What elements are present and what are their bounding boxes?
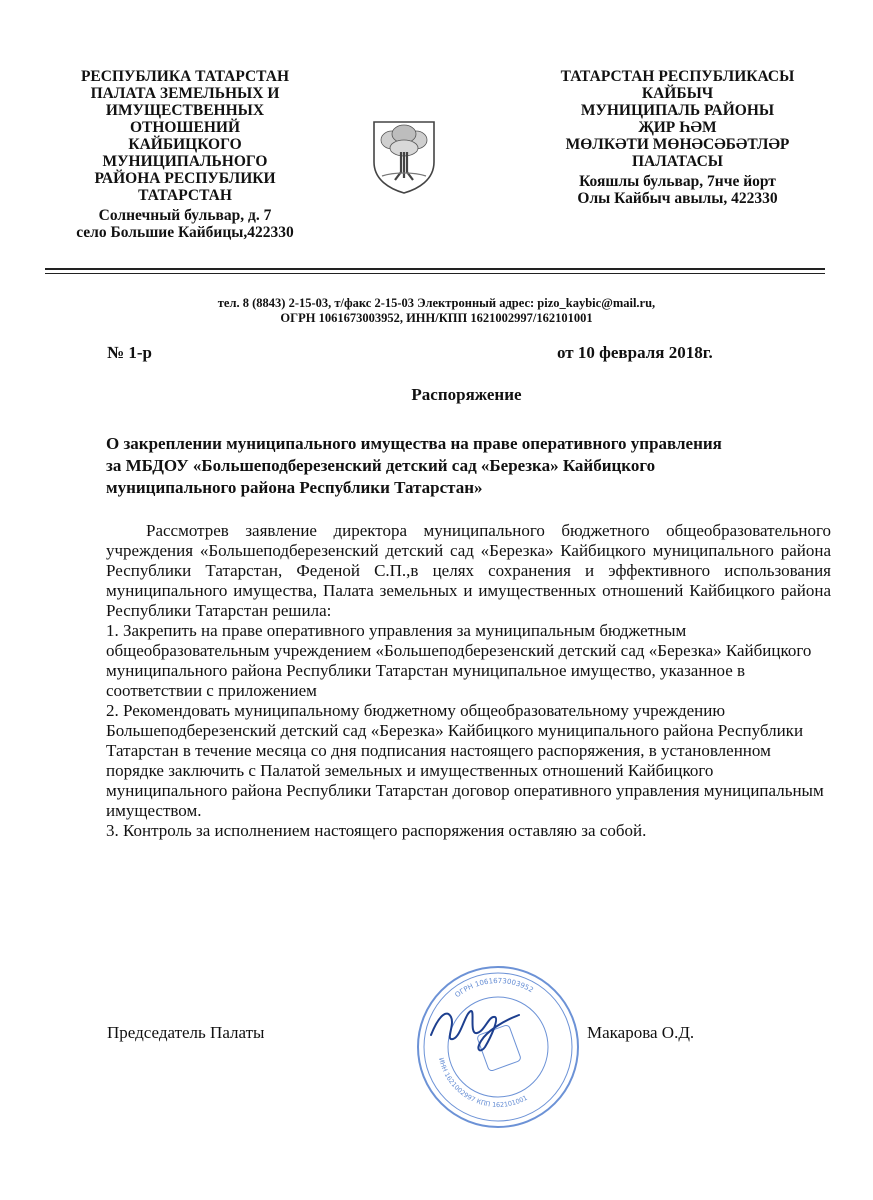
subject-line: муниципального района Республики Татарстан» — [106, 478, 483, 497]
header-left-line: ТАТАРСТАН — [138, 187, 232, 204]
header-left — [40, 68, 330, 241]
header-right-line: ПАЛАТАСЫ — [631, 153, 724, 170]
point-3: 3. Контроль за исполнением настоящего распоряжения оставляю за собой. — [106, 821, 647, 840]
header-right-line: КАЙБЫЧ — [641, 85, 714, 102]
header-right-line: ТАТАРСТАН РЕСПУБЛИКАСЫ — [560, 68, 795, 85]
intro-paragraph: Рассмотрев заявление директора муниципального бюджетного общеобразовательного учреждения «Большеподберезенский детский сад «Березка» Кайбицкого муниципального района Республики Татарстан, Феденой С.П.,в целях сохранения и эффективного использования муниципального имущества, Палата земельных и имущественных отношений Кайбицкого района Республики Татарстан решила: — [106, 521, 831, 620]
contacts-block — [0, 296, 873, 326]
document-body — [106, 521, 831, 841]
document-type-title: Распоряжение — [411, 385, 522, 404]
signer-title: Председатель Палаты — [107, 1023, 265, 1042]
header-right-address-village: Олы Кайбыч авылы, 422330 — [577, 190, 778, 207]
header-left-line: РЕСПУБЛИКА ТАТАРСТАН — [80, 68, 290, 85]
header-divider-thin — [45, 273, 825, 274]
document-date: от 10 февраля 2018г. — [557, 343, 713, 362]
coat-of-arms-emblem — [368, 118, 440, 194]
header-left-line: ПАЛАТА ЗЕМЕЛЬНЫХ И — [90, 85, 280, 102]
stamp-ogrn: ОГРН 1061673003952 — [453, 976, 535, 1000]
header-right-line: МӨЛКӘТИ МӨНӘСӘБӘТЛӘР — [565, 136, 790, 153]
header-left-address-village: село Большие Кайбицы,422330 — [76, 224, 294, 241]
stamp-inn: ИНН 1621002997 КПП 162101001 — [437, 1056, 529, 1110]
point-2: 2. Рекомендовать муниципальному бюджетному общеобразовательному учреждению Большеподберезенский детский сад «Березка» Кайбицкого муниципального района Республики Татарстан в течение месяца со дня подписания настоящего распоряжения, в установленном порядке заключить с Палатой земельных и имущественных отношений Кайбицкого муниципального района Республики Татарстан договор оперативного управления муниципальным имуществом. — [106, 701, 824, 820]
header-right-line: ҖИР ҺӘМ — [638, 119, 717, 136]
contacts-registry: ОГРН 1061673003952, ИНН/КПП 1621002997/162101001 — [280, 311, 593, 325]
signer-name: Макарова О.Д. — [587, 1023, 695, 1042]
header-left-address-street: Солнечный бульвар, д. 7 — [98, 207, 272, 224]
header-divider-thick — [45, 268, 825, 270]
header-right-line: МУНИЦИПАЛЬ РАЙОНЫ — [580, 102, 775, 119]
header-right — [520, 68, 835, 207]
subject-line: за МБДОУ «Большеподберезенский детский сад «Березка» Кайбицкого — [106, 456, 656, 475]
header-left-line: ИМУЩЕСТВЕННЫХ — [105, 102, 265, 119]
header-left-line: КАЙБИЦКОГО — [128, 136, 242, 153]
subject-line: О закреплении муниципального имущества на праве оперативного управления — [106, 434, 722, 453]
contacts-phone-email: тел. 8 (8843) 2-15-03, т/факс 2-15-03 Электронный адрес: pizo_kaybic@mail.ru, — [217, 296, 656, 310]
document-subject — [106, 433, 836, 499]
header-left-line: МУНИЦИПАЛЬНОГО — [102, 153, 268, 170]
document-number: № 1-р — [107, 343, 152, 362]
header-left-line: РАЙОНА РЕСПУБЛИКИ — [94, 170, 276, 187]
header-left-line: ОТНОШЕНИЙ — [129, 119, 241, 136]
point-1: 1. Закрепить на праве оперативного управления за муниципальным бюджетным общеобразовательным учреждением «Большеподберезенский детский сад «Березка» Кайбицкого муниципального района Республики Татарстан муниципальное имущество, указанное в соответствии с приложением — [106, 621, 812, 700]
handwritten-signature — [425, 995, 525, 1055]
header-right-address-street: Кояшлы бульвар, 7нче йорт — [579, 173, 776, 190]
